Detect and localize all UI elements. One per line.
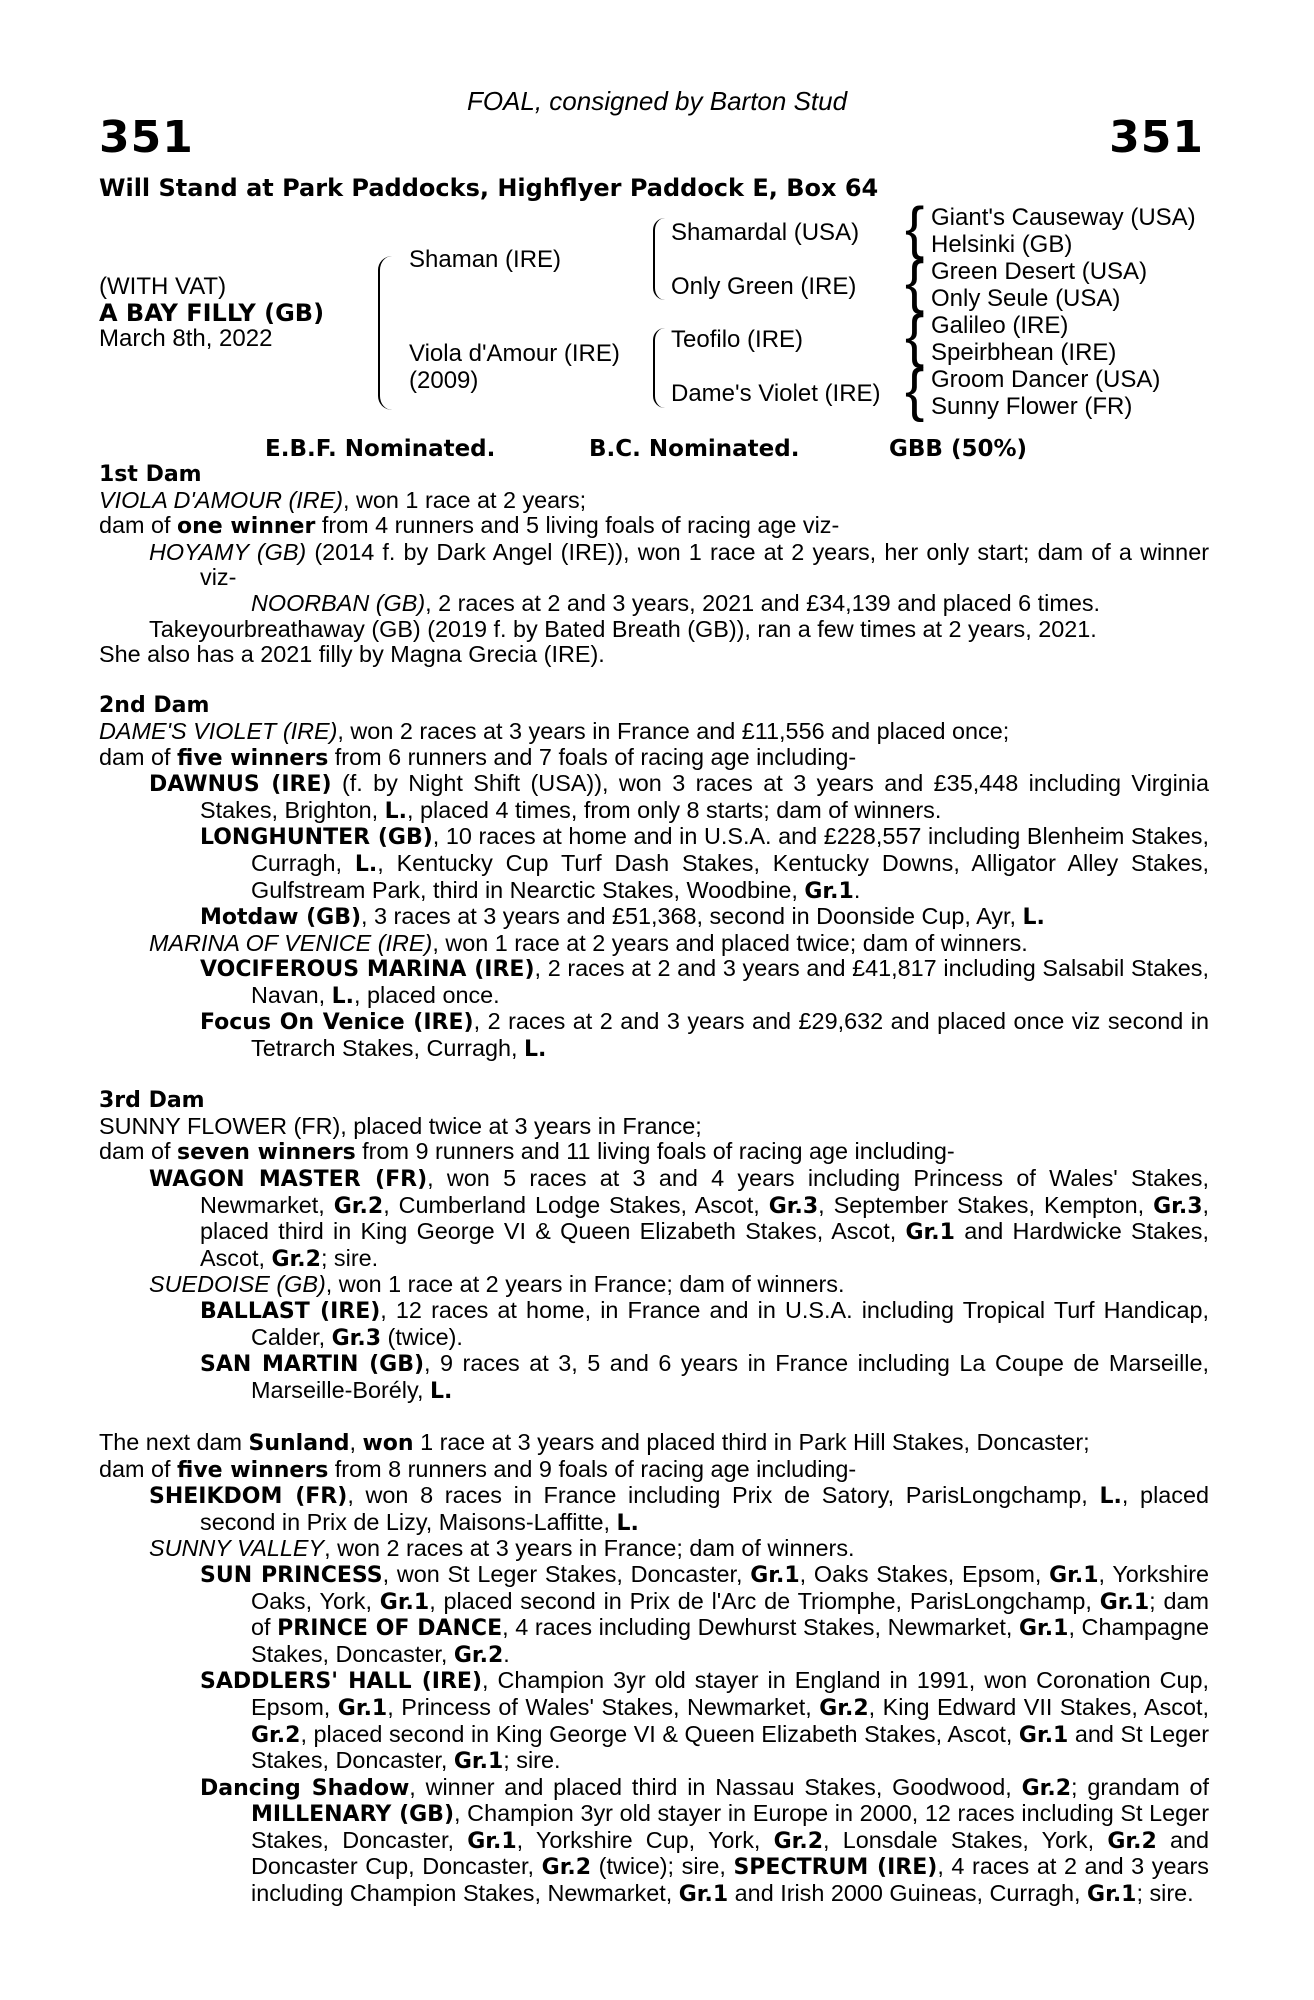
pedigree-sire-sire: Shamardal (USA) — [671, 219, 860, 246]
pedigree-g1: Giant's Causeway (USA) — [931, 204, 1196, 231]
first-dam-line2: dam of one winner from 4 runners and 5 living foals of racing age viz- — [99, 512, 840, 540]
consignment-line: FOAL, consigned by Barton Stud — [466, 86, 848, 116]
vat-note: (WITH VAT) — [99, 273, 227, 300]
pedigree-g3: Green Desert (USA) — [931, 258, 1148, 285]
first-dam-progeny-1-winner: NOORBAN (GB), 2 races at 2 and 3 years, 2021 and £34,139 and placed 6 times. — [251, 589, 1101, 616]
next-dam-sheikdom: SHEIKDOM (FR), won 8 races in France including Prix de Satory, ParisLongchamp, L., placed second in Prix de Lizy, Maisons-Laffitte, L. — [149, 1482, 1209, 1536]
catalogue-body — [99, 462, 1209, 1908]
pedigree-brace-g34: { — [905, 250, 925, 315]
second-dam-line1: DAME'S VIOLET (IRE), won 2 races at 3 years in France and £11,556 and placed once; — [99, 717, 1010, 744]
pedigree-sire-dam: Only Green (IRE) — [671, 273, 857, 300]
bc-nomination: B.C. Nominated. — [589, 436, 800, 462]
pedigree-g2: Helsinki (GB) — [931, 231, 1073, 258]
pedigree-g5: Galileo (IRE) — [931, 312, 1069, 339]
second-dam-dawnus: DAWNUS (IRE) (f. by Night Shift (USA)), won 3 races at 3 years and £35,448 including Virginia Stakes, Brighton, L., placed 4 times, from only 8 starts; dam of winners. — [149, 770, 1209, 824]
second-dam-line2: dam of five winners from 6 runners and 7 foals of racing age including- — [99, 743, 857, 771]
foaling-date: March 8th, 2022 — [99, 325, 273, 352]
pedigree-dam: Viola d'Amour (IRE) — [409, 340, 620, 367]
third-dam-san-martin: SAN MARTIN (GB), 9 races at 3, 5 and 6 years in France including La Coupe de Marseille, Marseille-Borély, L. — [200, 1350, 1209, 1404]
third-dam-line2: dam of seven winners from 9 runners and 11 living foals of racing age including- — [99, 1138, 955, 1166]
pedigree-brace-g56: { — [905, 304, 925, 369]
pedigree-brace-sire — [653, 218, 665, 300]
third-dam-line1: SUNNY FLOWER (FR), placed twice at 3 years in France; — [99, 1112, 702, 1139]
pedigree-g7: Groom Dancer (USA) — [931, 366, 1161, 393]
third-dam-suedoise: SUEDOISE (GB), won 1 race at 2 years in France; dam of winners. — [149, 1271, 845, 1298]
second-dam-heading: 2nd Dam — [99, 693, 210, 719]
next-dam-sunny-valley: SUNNY VALLEY, won 2 races at 3 years in France; dam of winners. — [149, 1535, 855, 1562]
pedigree-brace-dam — [653, 328, 665, 408]
third-dam-ballast: BALLAST (IRE), 12 races at home, in France and in U.S.A. including Tropical Turf Handicap, Calder, Gr.3 (twice). — [200, 1297, 1209, 1351]
stand-location: Will Stand at Park Paddocks, Highflyer Paddock E, Box 64 — [99, 174, 879, 202]
gbb-note: GBB (50%) — [889, 436, 1028, 462]
first-dam-progeny-1: HOYAMY (GB) (2014 f. by Dark Angel (IRE)), won 1 race at 2 years, her only start; dam of a winner viz- — [149, 538, 1209, 591]
next-dam-line1: The next dam Sunland, won 1 race at 3 years and placed third in Park Hill Stakes, Doncaster; — [99, 1428, 1090, 1456]
first-dam-heading: 1st Dam — [99, 462, 202, 487]
second-dam-longhunter: LONGHUNTER (GB), 10 races at home and in U.S.A. and £228,557 including Blenheim Stakes, Curragh, L., Kentucky Cup Turf Dash Stakes, Kentucky Downs, Alligator Alley Stakes, Gulfstream Park, third in Nearctic Stakes, Woodbine, Gr.1. — [200, 823, 1209, 904]
pedigree-brace-main — [378, 256, 392, 410]
pedigree-dam-sire: Teofilo (IRE) — [671, 326, 804, 353]
second-dam-motdaw: Motdaw (GB), 3 races at 3 years and £51,368, second in Doonside Cup, Ayr, L. — [200, 903, 1045, 931]
next-dam-saddlers-hall: SADDLERS' HALL (IRE), Champion 3yr old stayer in England in 1991, won Coronation Cup, Epsom, Gr.1, Princess of Wales' Stakes, Newmarket, Gr.2, King Edward VII Stakes, Ascot, Gr.2, placed second in King George VI & Queen Elizabeth Stakes, Ascot, Gr.1 and St Leger Stakes, Doncaster, Gr.1; sire. — [200, 1667, 1210, 1775]
next-dam-sun-princess: SUN PRINCESS, won St Leger Stakes, Doncaster, Gr.1, Oaks Stakes, Epsom, Gr.1, Yorkshire Oaks, York, Gr.1, placed second in Prix de l'Arc de Triomphe, ParisLongchamp, Gr.1; dam of PRINCE OF DANCE, 4 races including Dewhurst Stakes, Newmarket, Gr.1, Champagne Stakes, Doncaster, Gr.2. — [200, 1560, 1209, 1668]
pedigree-g6: Speirbhean (IRE) — [931, 339, 1117, 366]
next-dam-line2: dam of five winners from 8 runners and 9 foals of racing age including- — [99, 1455, 857, 1483]
second-dam-marina: MARINA OF VENICE (IRE), won 1 race at 2 years and placed twice; dam of winners. — [149, 929, 1028, 956]
pedigree-sire: Shaman (IRE) — [409, 246, 562, 273]
next-dam-dancing-shadow: Dancing Shadow, winner and placed third in Nassau Stakes, Goodwood, Gr.2; grandam of MILLENARY (GB), Champion 3yr old stayer in Europe in 2000, 12 races including St Leger Stakes, Doncaster, Gr.1, Yorkshire Cup, York, Gr.2, Lonsdale Stakes, York, Gr.2 and Doncaster Cup, Doncaster, Gr.2 (twice); sire, SPECTRUM (IRE), 4 races at 2 and 3 years including Champion Stakes, Newmarket, Gr.1 and Irish 2000 Guineas, Curragh, Gr.1; sire. — [200, 1773, 1209, 1908]
pedigree-dam-dam: Dame's Violet (IRE) — [671, 380, 881, 407]
ebf-nomination: E.B.F. Nominated. — [265, 436, 496, 462]
first-dam-line1: VIOLA D'AMOUR (IRE), won 1 race at 2 years; — [99, 486, 587, 513]
lot-number-right: 351 — [1109, 112, 1204, 163]
horse-name: A BAY FILLY (GB) — [99, 299, 325, 327]
lot-number-left: 351 — [99, 112, 194, 163]
first-dam-progeny-2: Takeyourbreathaway (GB) (2019 f. by Bated Breath (GB)), ran a few times at 2 years, 2021. — [149, 615, 1097, 642]
pedigree-brace-g78: { — [905, 358, 925, 423]
second-dam-vociferous: VOCIFEROUS MARINA (IRE), 2 races at 2 and 3 years and £41,817 including Salsabil Stakes, Navan, L., placed once. — [200, 955, 1209, 1009]
second-dam-focus: Focus On Venice (IRE), 2 races at 2 and 3 years and £29,632 and placed once viz second in Tetrarch Stakes, Curragh, L. — [200, 1008, 1209, 1063]
pedigree-dam-year: (2009) — [409, 367, 479, 394]
third-dam-heading: 3rd Dam — [99, 1088, 205, 1114]
first-dam-note: She also has a 2021 filly by Magna Grecia (IRE). — [99, 641, 605, 668]
third-dam-wagon-master: WAGON MASTER (FR), won 5 races at 3 and 4 years including Princess of Wales' Stakes, Newmarket, Gr.2, Cumberland Lodge Stakes, Ascot, Gr.3, September Stakes, Kempton, Gr.3, placed third in King George VI & Queen Elizabeth Stakes, Ascot, Gr.1 and Hardwicke Stakes, Ascot, Gr.2; sire. — [149, 1165, 1209, 1272]
pedigree-g4: Only Seule (USA) — [931, 285, 1121, 312]
pedigree-g8: Sunny Flower (FR) — [931, 393, 1133, 420]
pedigree-brace-g12: { — [905, 196, 925, 261]
